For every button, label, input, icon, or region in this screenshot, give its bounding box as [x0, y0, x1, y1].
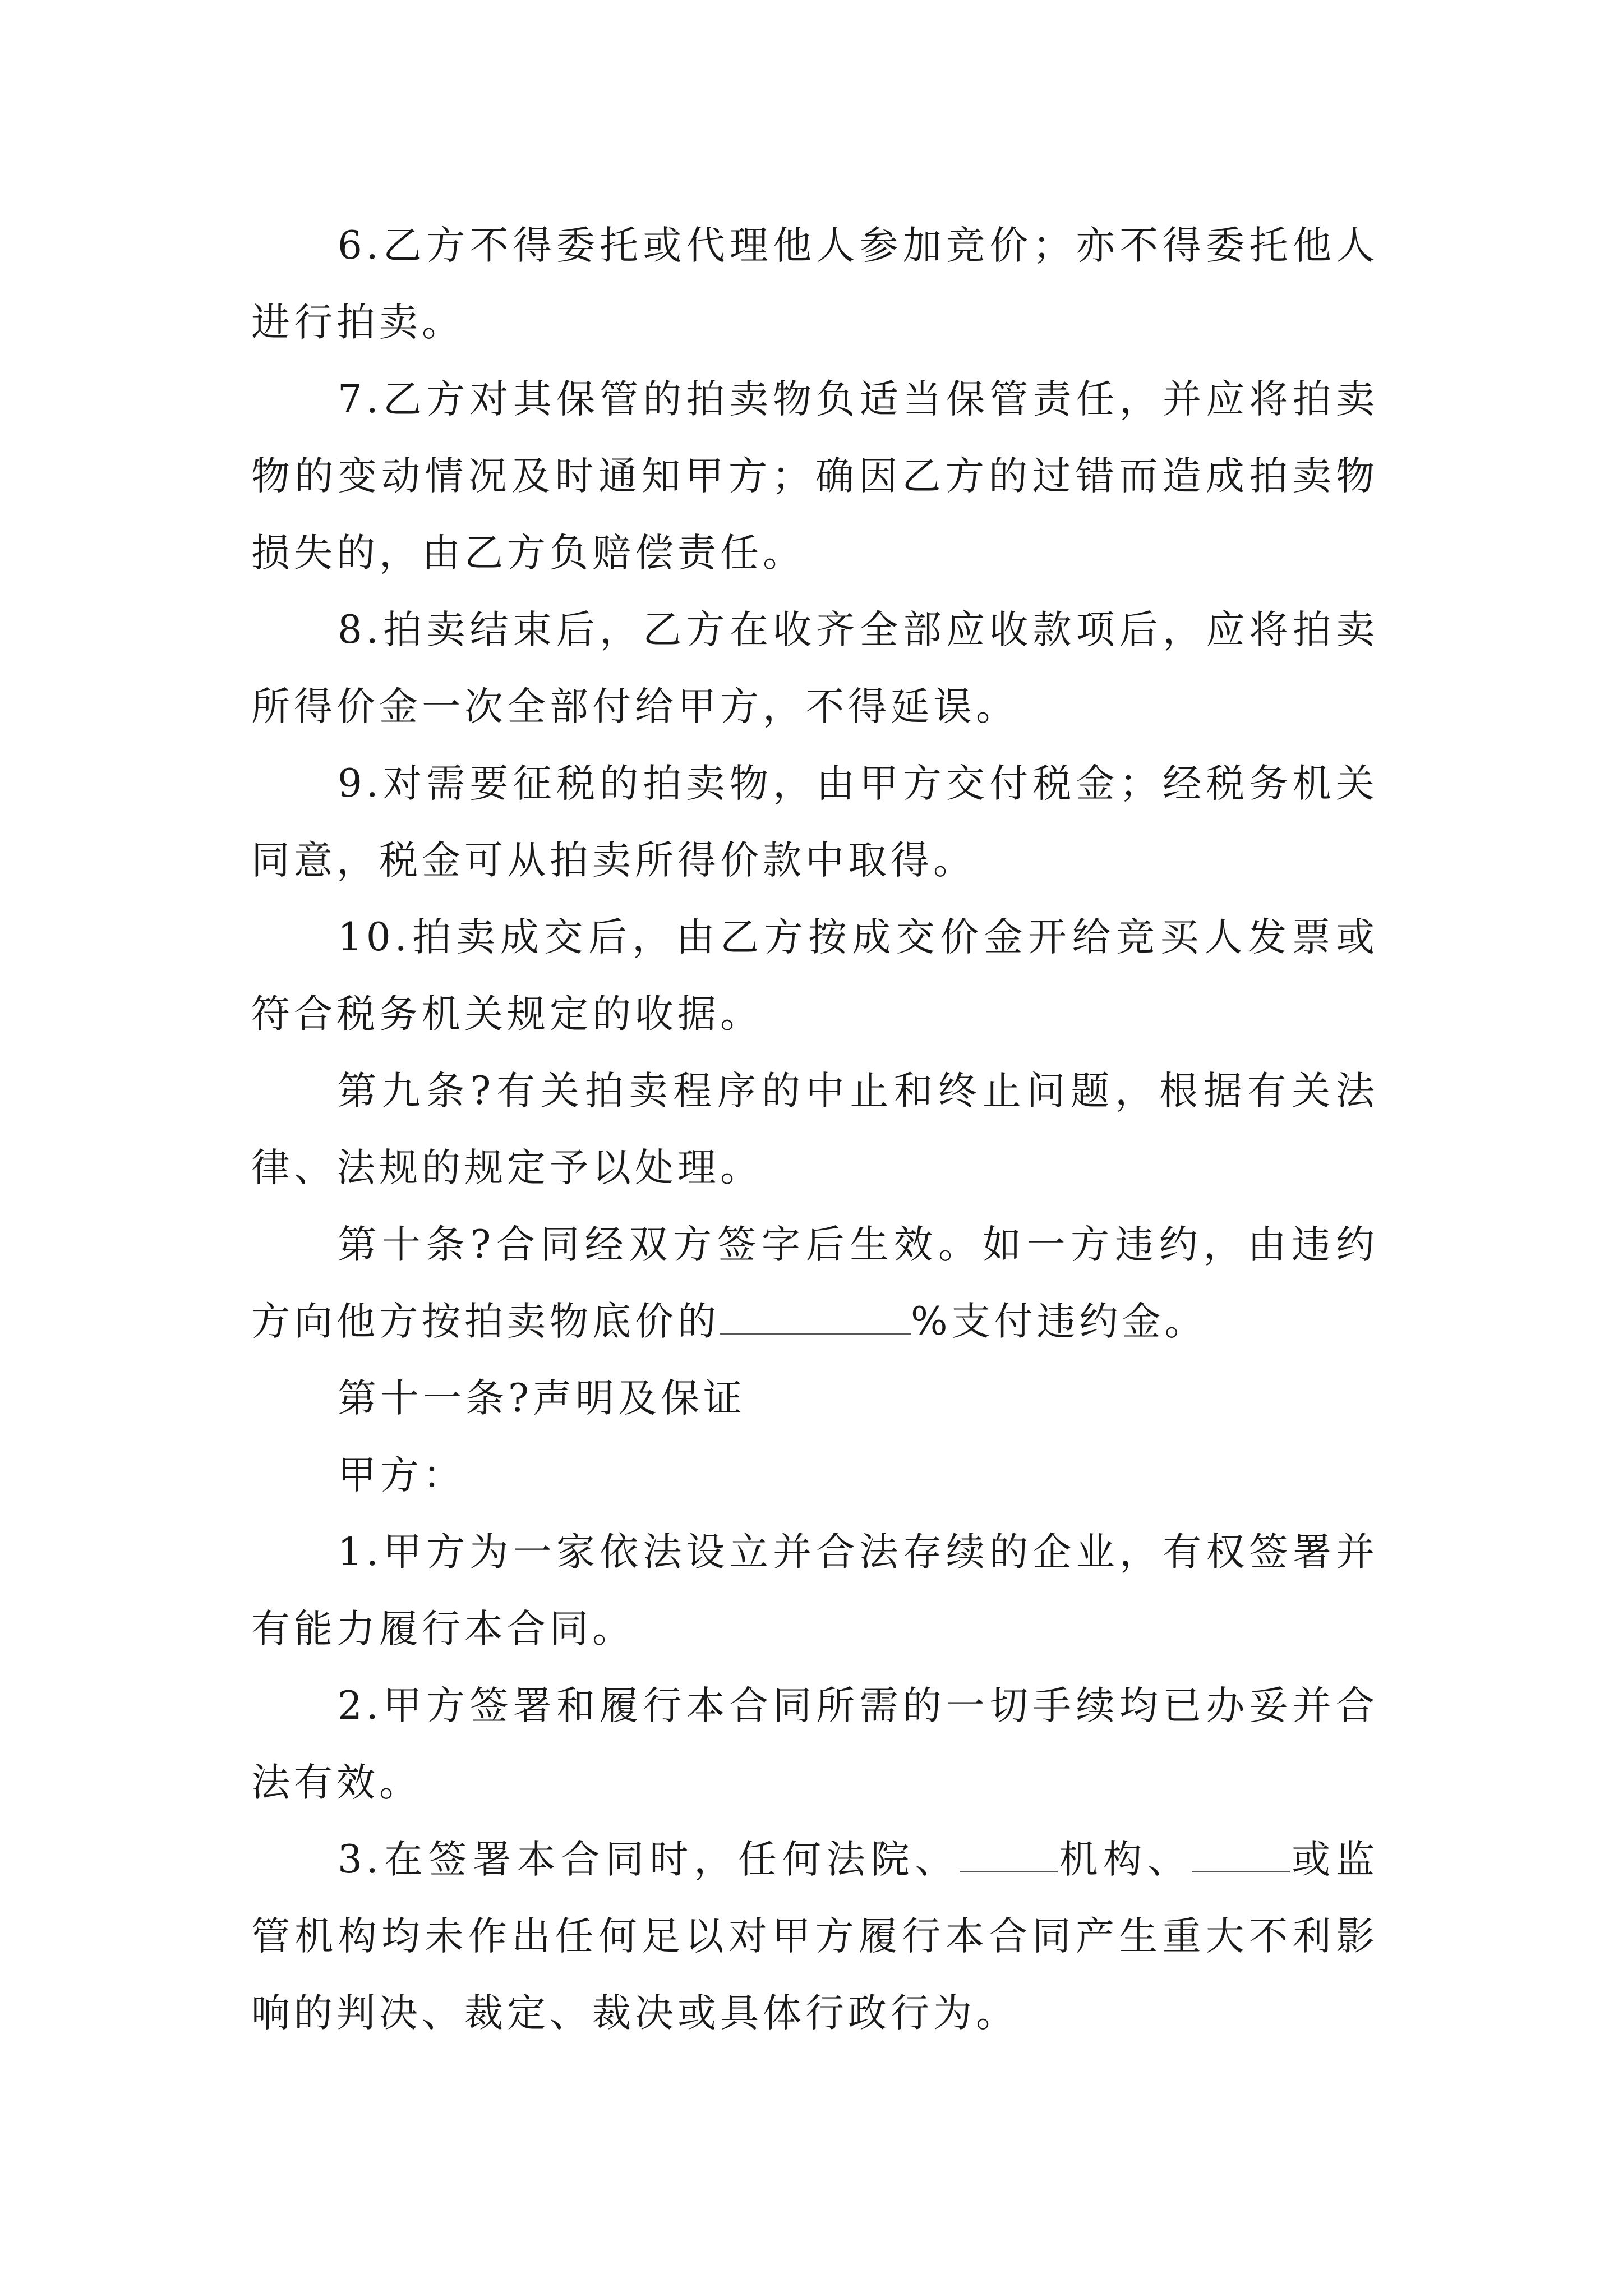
institution-blank-1 [960, 1838, 1058, 1872]
clause-8: 8.拍卖结束后，乙方在收齐全部应收款项后，应将拍卖所得价金一次全部付给甲方，不得延误。 [251, 608, 1378, 729]
clause-9: 9.对需要征税的拍卖物，由甲方交付税金；经税务机关同意，税金可从拍卖所得价款中取得。 [251, 761, 1378, 883]
clause-6: 6.乙方不得委托或代理他人参加竞价；亦不得委托他人进行拍卖。 [251, 223, 1378, 345]
institution-blank-2 [1192, 1838, 1290, 1872]
clause-10: 10.拍卖成交后，由乙方按成交价金开给竞买人发票或符合税务机关规定的收据。 [251, 915, 1378, 1037]
party-a-heading: 甲方： [338, 1453, 465, 1498]
clause-7: 7.乙方对其保管的拍卖物负适当保管责任，并应将拍卖物的变动情况及时通知甲方；确因乙方的过错而造成拍卖物损失的，由乙方负赔偿责任。 [251, 377, 1378, 576]
party-a-clause-2: 2.甲方签署和履行本合同所需的一切手续均已办妥并合法有效。 [251, 1683, 1378, 1805]
party-a-clause-3-part1: 3.在签署本合同时，任何法院、 [338, 1837, 960, 1882]
article-10-text-after: %支付违约金。 [911, 1299, 1207, 1344]
party-a-clause-3-part3: 或监管机构均未作出任何足以对甲方履行本合同产生重大不利影响的判决、裁定、裁决或具体行政行为。 [251, 1837, 1379, 2036]
article-11-heading: 第十一条?声明及保证 [338, 1376, 746, 1421]
party-a-clause-3 [251, 1821, 1378, 2052]
article-10-text-before: 第十条?合同经双方签字后生效。如一方违约，由违约方向他方按拍卖物底价的 [251, 1222, 1378, 1344]
article-10 [251, 1207, 1378, 1360]
penalty-percent-blank [720, 1300, 911, 1335]
party-a-clause-1: 1.甲方为一家依法设立并合法存续的企业，有权签署并有能力履行本合同。 [251, 1530, 1378, 1651]
party-a-clause-3-part2: 机构、 [1057, 1837, 1192, 1882]
article-9: 第九条?有关拍卖程序的中止和终止问题，根据有关法律、法规的规定予以处理。 [251, 1069, 1378, 1190]
document-page [251, 208, 1378, 2052]
